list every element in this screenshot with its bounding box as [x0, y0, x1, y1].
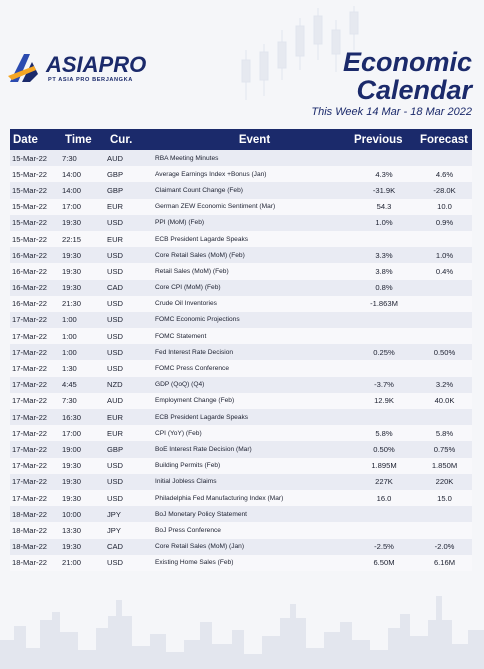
column-header-time: Time [65, 133, 92, 146]
cell-forecast: 40.0K [434, 396, 455, 406]
brand-tagline: PT ASIA PRO BERJANGKA [48, 77, 133, 83]
cell-event: ECB President Lagarde Speaks [155, 235, 249, 243]
cell-previous: 1.0% [375, 218, 393, 228]
cell-event: Crude Oil Inventories [155, 300, 217, 308]
table-row [10, 458, 472, 474]
table-body [10, 150, 472, 571]
cell-currency: EUR [107, 234, 124, 244]
cell-event: Core Retail Sales (MoM) (Jan) [155, 543, 245, 551]
cell-event: FOMC Statement [155, 332, 207, 340]
cell-time: 1:00 [62, 347, 77, 357]
page-title [343, 48, 472, 104]
cell-event: Building Permits (Feb) [155, 462, 221, 470]
cell-previous: 54.3 [376, 202, 392, 212]
cell-currency: CAD [107, 283, 124, 293]
cell-forecast: 0.50% [433, 347, 456, 357]
cell-previous: -2.5% [374, 542, 394, 552]
cell-date: 15-Mar-22 [12, 169, 48, 179]
table-row [10, 539, 472, 555]
cell-forecast [417, 312, 472, 328]
table-row [10, 506, 472, 522]
cell-date: 16-Mar-22 [12, 250, 48, 260]
table-row [10, 312, 472, 328]
cell-date: 17-Mar-22 [12, 396, 48, 406]
table-row [10, 199, 472, 215]
cell-forecast: 0.75% [433, 444, 456, 454]
cell-forecast: 0.4% [435, 266, 454, 276]
cell-previous [351, 312, 417, 328]
cell-previous: -31.9K [372, 185, 396, 195]
cell-previous [351, 506, 417, 522]
cell-previous: 1.895M [371, 461, 397, 471]
cell-forecast: 10.0 [437, 202, 452, 212]
cell-event: Average Earnings Index +Bonus (Jan) [155, 170, 267, 178]
cell-time: 1:00 [62, 315, 77, 325]
cell-date: 15-Mar-22 [12, 218, 48, 228]
cell-previous: 227K [375, 477, 393, 487]
cell-event: BoJ Press Conference [155, 526, 221, 534]
cell-time: 14:00 [62, 169, 82, 179]
cell-currency: GBP [107, 169, 124, 179]
cell-currency: AUD [107, 396, 124, 406]
cell-previous [351, 522, 417, 538]
cell-previous: 16.0 [376, 493, 392, 503]
cell-event: Initial Jobless Claims [155, 478, 217, 486]
logo-mark-icon [8, 52, 44, 84]
cell-date: 15-Mar-22 [12, 185, 48, 195]
cell-time: 19:30 [62, 266, 82, 276]
cell-previous: -1.863M [370, 299, 398, 309]
cell-date: 15-Mar-22 [12, 234, 48, 244]
cell-currency: NZD [107, 380, 123, 390]
cell-date: 17-Mar-22 [12, 461, 48, 471]
cell-forecast: 4.6% [435, 169, 454, 179]
cell-date: 17-Mar-22 [12, 428, 48, 438]
cell-time: 1:30 [62, 364, 77, 374]
cell-currency: USD [107, 558, 124, 568]
date-range: This Week 14 Mar - 18 Mar 2022 [311, 106, 472, 118]
table-row [10, 328, 472, 344]
cell-forecast: 5.8% [435, 428, 454, 438]
cell-time: 22:15 [62, 234, 82, 244]
cell-currency: USD [107, 364, 124, 374]
table-row [10, 425, 472, 441]
cell-forecast: -2.0% [434, 542, 455, 552]
cell-time: 14:00 [62, 185, 82, 195]
cell-previous: 0.50% [373, 444, 395, 454]
column-header-event: Event [238, 133, 271, 146]
cell-event: CPI (YoY) (Feb) [155, 429, 202, 437]
table-row [10, 247, 472, 263]
cell-event: ECB President Lagarde Speaks [155, 413, 249, 421]
cell-time: 19:30 [62, 542, 82, 552]
cell-currency: USD [107, 266, 124, 276]
page-title-line1: Economic [342, 47, 472, 77]
cell-previous: 3.3% [375, 250, 393, 260]
cell-forecast: 3.2% [435, 380, 454, 390]
cell-forecast: 6.16M [433, 558, 456, 568]
table-row [10, 215, 472, 231]
cell-event: FOMC Economic Projections [155, 316, 240, 324]
table-row [10, 409, 472, 425]
cell-currency: CAD [107, 542, 124, 552]
cell-forecast [417, 150, 472, 166]
cell-date: 17-Mar-22 [12, 477, 48, 487]
cell-date: 17-Mar-22 [12, 412, 48, 422]
table-row [10, 231, 472, 247]
cell-forecast [417, 522, 472, 538]
brand-name: ASIAPRO [46, 52, 147, 77]
cell-event: GDP (QoQ) (Q4) [155, 381, 205, 389]
cell-time: 19:30 [62, 477, 82, 487]
cell-currency: JPY [107, 509, 121, 519]
cell-event: FOMC Press Conference [155, 365, 230, 373]
cell-date: 15-Mar-22 [12, 202, 48, 212]
cell-time: 16:30 [62, 412, 82, 422]
cell-forecast: 220K [435, 477, 454, 487]
cell-time: 7:30 [62, 153, 77, 163]
cell-time: 19:00 [62, 444, 82, 454]
cell-forecast: 1.0% [435, 250, 454, 260]
table-row [10, 441, 472, 457]
cell-previous [351, 360, 417, 376]
cell-currency: USD [107, 477, 124, 487]
cell-date: 17-Mar-22 [12, 493, 48, 503]
cell-forecast [417, 360, 472, 376]
cell-date: 18-Mar-22 [12, 509, 48, 519]
cell-time: 19:30 [62, 250, 82, 260]
cell-previous: 0.8% [375, 283, 393, 293]
cell-currency: USD [107, 315, 124, 325]
cell-time: 17:00 [62, 202, 82, 212]
table-row [10, 555, 472, 571]
cell-currency: AUD [107, 153, 124, 163]
cell-previous: 6.50M [373, 558, 395, 568]
cell-event: German ZEW Economic Sentiment (Mar) [155, 203, 276, 211]
cell-previous [351, 328, 417, 344]
cell-time: 19:30 [62, 218, 82, 228]
cell-event: Employment Change (Feb) [155, 397, 235, 405]
table-row [10, 393, 472, 409]
cell-previous: 3.8% [375, 266, 393, 276]
cell-date: 18-Mar-22 [12, 558, 48, 568]
cell-date: 16-Mar-22 [12, 283, 48, 293]
cell-date: 16-Mar-22 [12, 266, 48, 276]
cell-currency: GBP [107, 444, 124, 454]
cell-event: Core CPI (MoM) (Feb) [155, 284, 221, 292]
cell-forecast: 15.0 [437, 493, 452, 503]
cell-currency: USD [107, 250, 124, 260]
cell-date: 17-Mar-22 [12, 380, 48, 390]
table-row [10, 522, 472, 538]
cell-date: 18-Mar-22 [12, 525, 48, 535]
cell-time: 13:30 [62, 525, 82, 535]
cell-previous: 5.8% [375, 428, 393, 438]
cell-event: Fed Interest Rate Decision [155, 348, 234, 356]
cell-time: 1:00 [62, 331, 77, 341]
cell-event: RBA Meeting Minutes [155, 154, 219, 162]
cell-forecast [417, 506, 472, 522]
cell-event: BoE Interest Rate Decision (Mar) [155, 445, 252, 453]
cell-previous: 0.25% [373, 347, 395, 357]
table-header [10, 129, 472, 150]
cell-time: 21:00 [62, 558, 82, 568]
cell-currency: EUR [107, 412, 124, 422]
table-row [10, 296, 472, 312]
cell-forecast: 1.850M [431, 461, 458, 471]
cell-event: Philadelphia Fed Manufacturing Index (Mar) [155, 494, 284, 502]
cell-currency: USD [107, 493, 124, 503]
table-header-row [10, 129, 472, 150]
cell-date: 17-Mar-22 [12, 331, 48, 341]
cell-previous: 4.3% [375, 169, 393, 179]
table-row [10, 377, 472, 393]
cell-event: Retail Sales (MoM) (Feb) [155, 267, 229, 275]
cell-date: 17-Mar-22 [12, 364, 48, 374]
cell-forecast: 0.9% [435, 218, 454, 228]
cell-date: 17-Mar-22 [12, 347, 48, 357]
brand-logo [8, 52, 147, 92]
cell-time: 17:00 [62, 428, 82, 438]
table-row [10, 474, 472, 490]
cell-time: 10:00 [62, 509, 82, 519]
cell-forecast [417, 328, 472, 344]
cell-date: 17-Mar-22 [12, 315, 48, 325]
cell-time: 4:45 [62, 380, 77, 390]
cell-currency: EUR [107, 202, 124, 212]
cell-date: 18-Mar-22 [12, 542, 48, 552]
cell-event: PPI (MoM) (Feb) [155, 219, 205, 227]
column-header-forecast: Forecast [420, 133, 468, 146]
cell-previous [351, 150, 417, 166]
table-row [10, 182, 472, 198]
cell-currency: USD [107, 299, 124, 309]
table-row [10, 166, 472, 182]
cell-time: 7:30 [62, 396, 77, 406]
column-header-previous: Previous [354, 133, 403, 146]
cell-event: Claimant Count Change (Feb) [155, 186, 243, 194]
cell-event: Core Retail Sales (MoM) (Feb) [155, 251, 245, 259]
table-row [10, 360, 472, 376]
cell-time: 19:30 [62, 461, 82, 471]
cell-previous: 12.9K [374, 396, 394, 406]
cell-currency: USD [107, 347, 124, 357]
cell-previous: -3.7% [374, 380, 394, 390]
cell-currency: JPY [107, 525, 121, 535]
cell-date: 16-Mar-22 [12, 299, 48, 309]
cell-forecast [417, 231, 472, 247]
header [0, 0, 484, 128]
cell-time: 19:30 [62, 493, 82, 503]
page-title-line2: Calendar [356, 75, 472, 105]
cell-previous [351, 231, 417, 247]
cell-currency: GBP [107, 185, 124, 195]
cell-forecast: -28.0K [433, 185, 456, 195]
table-row [10, 150, 472, 166]
table-row [10, 263, 472, 279]
cell-forecast [417, 280, 472, 296]
cell-time: 21:30 [62, 299, 82, 309]
column-header-date: Date [13, 133, 38, 146]
cell-time: 19:30 [62, 283, 82, 293]
cell-event: Existing Home Sales (Feb) [155, 559, 234, 567]
cell-date: 15-Mar-22 [12, 153, 48, 163]
cell-forecast [417, 409, 472, 425]
calendar-table [10, 129, 472, 571]
cell-currency: USD [107, 461, 124, 471]
column-header-currency: Cur. [110, 133, 133, 146]
cell-currency: USD [107, 331, 124, 341]
table-row [10, 280, 472, 296]
table-row [10, 490, 472, 506]
cell-currency: EUR [107, 428, 124, 438]
calendar-table-container [10, 129, 472, 571]
cell-event: BoJ Monetary Policy Statement [155, 510, 247, 518]
cell-currency: USD [107, 218, 124, 228]
cell-date: 17-Mar-22 [12, 444, 48, 454]
cell-previous [351, 409, 417, 425]
cell-forecast [417, 296, 472, 312]
table-row [10, 344, 472, 360]
